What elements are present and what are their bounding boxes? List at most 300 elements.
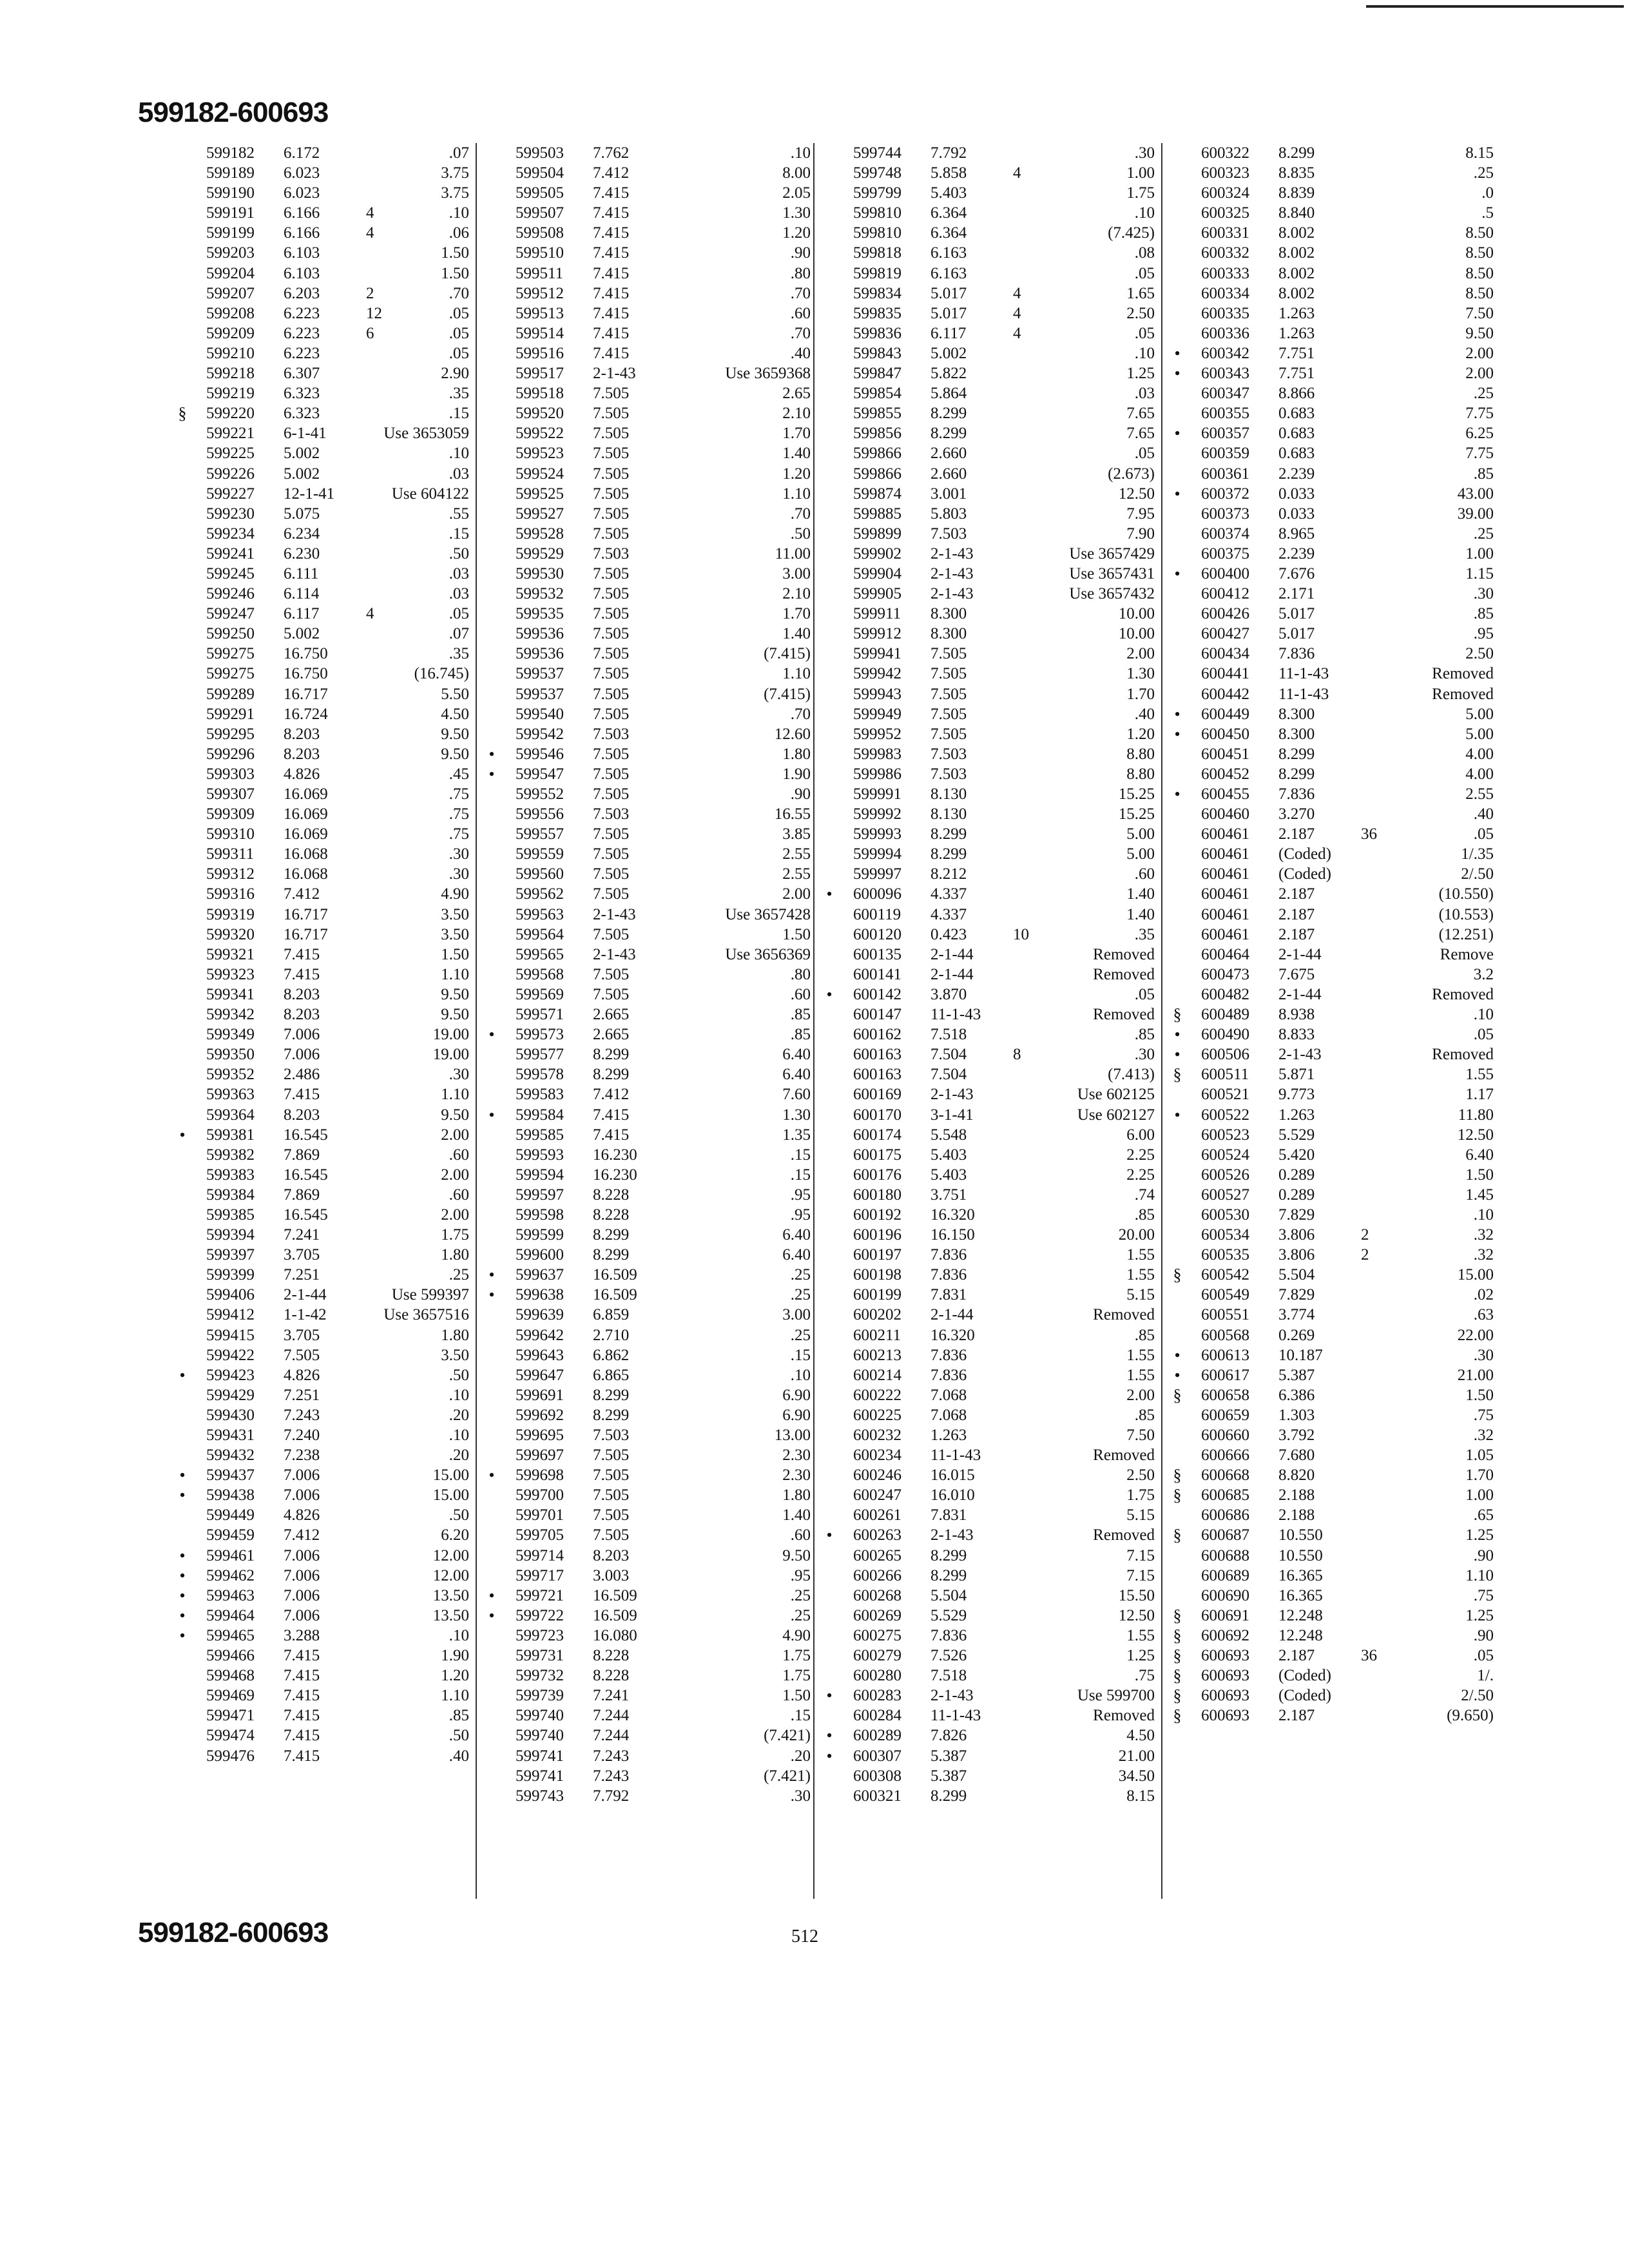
rate: 3.870 [930,985,967,1003]
list-item [820,664,1155,684]
rate: 7.415 [593,264,630,282]
rate: 7.503 [593,1427,630,1444]
rate: 6.323 [284,405,320,423]
rate: 2.188 [1278,1486,1315,1504]
list-item [820,203,1155,223]
rate: 7.415 [593,344,630,362]
value: 1.70 [782,605,811,623]
mark: § [1173,1706,1182,1725]
value: .25 [790,1266,811,1284]
rate: 2.187 [1278,905,1315,923]
part-number: 599208 [206,304,255,322]
mark: • [488,1025,495,1044]
part-number: 599799 [853,184,901,202]
list-item [482,1365,811,1385]
part-number: 599835 [853,304,901,322]
rate: 12.248 [1278,1626,1323,1644]
part-number: 600427 [1201,625,1249,643]
rate: 8.300 [930,605,967,623]
listing-column-2 [482,143,811,1806]
rate: 6.203 [284,284,320,302]
part-number: 599320 [206,925,255,943]
value: .10 [448,204,469,222]
list-item [1168,1525,1494,1545]
value: .5 [1481,204,1494,222]
value: .70 [448,284,469,302]
value: 9.50 [441,985,469,1003]
list-item [820,1626,1155,1646]
list-item [482,1325,811,1345]
part-number: 600434 [1201,645,1249,663]
list-item [173,1145,469,1165]
value: .95 [790,1566,811,1584]
quantity: 2 [1361,1226,1369,1244]
rate: 7.415 [593,244,630,262]
value: 7.75 [1465,405,1494,423]
list-item [482,363,811,383]
part-number: 599383 [206,1166,255,1184]
list-item [482,264,811,284]
part-number: 600324 [1201,184,1249,202]
part-number: 599748 [853,164,901,182]
rate: 8.299 [930,1546,967,1564]
rate: 11-1-43 [1278,685,1329,703]
part-number: 600279 [853,1647,901,1665]
list-item [1168,864,1494,884]
rate: 8.866 [1278,385,1315,403]
list-item [173,264,469,284]
value: 1.55 [1126,1626,1155,1644]
part-number: 599573 [516,1026,564,1044]
value: 1.30 [782,1106,811,1124]
list-item [820,1064,1155,1084]
list-item [820,1365,1155,1385]
part-number: 599569 [516,985,564,1003]
part-number: 599732 [516,1667,564,1685]
value: 4.90 [782,1626,811,1644]
value: 3.50 [441,925,469,943]
part-number: 600461 [1201,905,1249,923]
part-number: 599598 [516,1206,564,1224]
list-item [173,524,469,544]
part-number: 600307 [853,1747,901,1765]
list-item [1168,1405,1494,1425]
mark: • [1174,1105,1181,1124]
value: 6.40 [1465,1146,1494,1164]
part-number: 599530 [516,564,564,582]
rate: 2-1-43 [930,1687,974,1705]
list-item [482,1285,811,1305]
part-number: 599691 [516,1386,564,1404]
part-number: 599191 [206,204,255,222]
part-number: 599189 [206,164,255,182]
rate: 3.774 [1278,1306,1315,1324]
value: .40 [448,1747,469,1765]
part-number: 599207 [206,284,255,302]
value: 8.80 [1126,765,1155,783]
list-item [173,1125,469,1145]
quantity: 36 [1361,1647,1377,1665]
part-number: 599203 [206,244,255,262]
list-item [820,1265,1155,1285]
rate: 8.299 [930,1787,967,1805]
part-number: 600506 [1201,1046,1249,1064]
list-item [820,1445,1155,1465]
list-item [1168,504,1494,524]
rate: 3.806 [1278,1226,1315,1244]
value: (10.553) [1438,905,1494,923]
list-item [820,1706,1155,1725]
part-number: 599468 [206,1667,255,1685]
rate: 7.238 [284,1446,320,1465]
value: .15 [790,1346,811,1364]
list-item [820,945,1155,965]
part-number: 600693 [1201,1667,1249,1685]
value: Remove [1440,945,1494,963]
page-range-header: 599182-600693 [138,97,329,128]
list-item [482,1405,811,1425]
rate: 7.505 [593,965,630,983]
list-item [482,624,811,644]
part-number: 599547 [516,765,564,783]
part-number: 600202 [853,1306,901,1324]
value: 9.50 [441,1106,469,1124]
rate: 5.002 [284,465,320,483]
quantity: 4 [1013,324,1021,342]
list-item [1168,1646,1494,1666]
part-number: 600542 [1201,1266,1249,1284]
part-number: 600689 [1201,1566,1249,1584]
rate: 8.203 [284,1006,320,1024]
value: 2.00 [1465,344,1494,362]
list-item [173,1205,469,1225]
list-item [820,323,1155,343]
rate: 7.505 [593,385,630,403]
part-number: 599527 [516,505,564,523]
mark: • [1174,724,1181,744]
rate: 4.826 [284,765,320,783]
value: .50 [790,524,811,543]
list-item [1168,624,1494,644]
rate: 7.241 [593,1687,630,1705]
mark: • [488,1285,495,1305]
rate: 7.505 [593,585,630,603]
value: Removed [1093,1446,1155,1465]
list-item [820,1345,1155,1365]
value: 2.55 [782,865,811,883]
part-number: 600284 [853,1707,901,1725]
mark: § [178,404,187,423]
value: 1.50 [441,244,469,262]
value: 1.55 [1465,1066,1494,1084]
mark: • [179,1566,186,1585]
list-item [173,704,469,724]
part-number: 600343 [1201,365,1249,383]
value: .10 [1473,1206,1494,1224]
part-number: 599695 [516,1427,564,1444]
part-number: 599221 [206,425,255,443]
rate: 3.270 [1278,805,1315,823]
part-number: 599246 [206,585,255,603]
part-number: 599397 [206,1246,255,1264]
rate: 7.503 [930,745,967,763]
part-number: 599471 [206,1707,255,1725]
part-number: 600460 [1201,805,1249,823]
part-number: 599717 [516,1566,564,1584]
part-number: 600283 [853,1687,901,1705]
value: .05 [448,605,469,623]
list-item [173,544,469,564]
value: 1.55 [1126,1346,1155,1364]
value: 3.75 [441,164,469,182]
rate: 7.836 [930,1626,967,1644]
list-item [1168,223,1494,243]
list-item [482,784,811,804]
part-number: 600225 [853,1406,901,1424]
rate: 2-1-44 [1278,985,1322,1003]
rate: 6.166 [284,204,320,222]
part-number: 599834 [853,284,901,302]
part-number: 600119 [853,905,901,923]
list-item [1168,1345,1494,1365]
part-number: 599722 [516,1606,564,1624]
list-item [1168,1125,1494,1145]
value: 43.00 [1457,485,1494,503]
part-number: 599210 [206,344,255,362]
list-item [173,1566,469,1586]
value: .25 [1473,164,1494,182]
value: 4.00 [1465,765,1494,783]
part-number: 600527 [1201,1186,1249,1204]
part-number: 599585 [516,1126,564,1144]
value: .15 [790,1146,811,1164]
list-item [1168,1024,1494,1044]
list-item [820,764,1155,784]
list-item [482,464,811,484]
part-number: 599226 [206,465,255,483]
rate: 16.545 [284,1206,328,1224]
part-number: 600489 [1201,1006,1249,1024]
list-item [482,163,811,183]
part-number: 600549 [1201,1286,1249,1304]
part-number: 600442 [1201,685,1249,703]
value: 9.50 [441,1006,469,1024]
rate: 8.299 [930,845,967,863]
rate: 7.680 [1278,1446,1315,1465]
value: 1.65 [1126,284,1155,302]
part-number: 600180 [853,1186,901,1204]
rate: 3.705 [284,1326,320,1344]
part-number: 599316 [206,885,255,903]
rate: 2-1-43 [1278,1046,1322,1064]
part-number: 599513 [516,304,564,322]
part-number: 599342 [206,1006,255,1024]
mark: § [1173,1065,1182,1084]
value: 9.50 [782,1546,811,1564]
part-number: 599986 [853,765,901,783]
rate: 7.415 [284,945,320,963]
rate: 7.415 [284,1647,320,1665]
top-rule [1366,5,1624,8]
rate: 7.505 [593,1486,630,1504]
part-number: 599319 [206,905,255,923]
rate: 8.299 [1278,144,1315,162]
part-number: 600333 [1201,264,1249,282]
value: 19.00 [432,1026,469,1044]
part-number: 599523 [516,445,564,463]
value: .06 [448,224,469,242]
rate: 7.505 [593,1446,630,1465]
list-item [173,784,469,804]
page-number: 512 [791,1927,818,1946]
value: .85 [1134,1326,1155,1344]
part-number: 599464 [206,1606,255,1624]
value: 1.40 [1126,905,1155,923]
list-item [482,824,811,844]
rate: 3.751 [930,1186,967,1204]
mark: § [1173,1646,1182,1666]
mark: • [179,1125,186,1144]
part-number: 600325 [1201,204,1249,222]
list-item [1168,584,1494,604]
rate: 2.187 [1278,825,1315,843]
part-number: 600461 [1201,885,1249,903]
rate: 7.831 [930,1286,967,1304]
rate: 11-1-43 [930,1446,981,1465]
value: 7.50 [1126,1427,1155,1444]
rate: 8.300 [930,625,967,643]
part-number: 599540 [516,705,564,723]
rate: 7.675 [1278,965,1315,983]
value: 7.15 [1126,1566,1155,1584]
rate: 8.299 [593,1046,630,1064]
part-number: 599295 [206,725,255,743]
part-number: 599692 [516,1406,564,1424]
value: 2.65 [782,385,811,403]
rate: 8.002 [1278,264,1315,282]
part-number: 600174 [853,1126,901,1144]
value: .25 [1473,524,1494,543]
rate: 8.840 [1278,204,1315,222]
rate: 0.033 [1278,485,1315,503]
rate: 0.289 [1278,1186,1315,1204]
rate: 8.300 [1278,705,1315,723]
part-number: 599512 [516,284,564,302]
list-item [482,1546,811,1566]
rate: 7.503 [593,805,630,823]
value: 1.17 [1465,1086,1494,1104]
list-item [173,284,469,303]
rate: 8.299 [930,425,967,443]
part-number: 599303 [206,765,255,783]
rate: 16.545 [284,1126,328,1144]
value: 34.50 [1118,1767,1155,1785]
value: Use 3653059 [383,425,469,443]
rate: 5.504 [930,1586,967,1604]
list-item [173,504,469,524]
rate: (Coded) [1278,1687,1331,1705]
part-number: 599643 [516,1346,564,1364]
part-number: 599740 [516,1727,564,1745]
rate: 2-1-43 [930,585,974,603]
rate: 7.505 [593,1506,630,1524]
list-item [1168,1064,1494,1084]
rate: 7.244 [593,1707,630,1725]
part-number: 599532 [516,585,564,603]
value: 5.15 [1126,1286,1155,1304]
list-item [173,484,469,504]
rate: 7.415 [593,284,630,302]
rate: 4.826 [284,1506,320,1524]
rate: 7.006 [284,1486,320,1504]
part-number: 599385 [206,1206,255,1224]
rate: 16.509 [593,1266,637,1284]
rate: 10.187 [1278,1346,1323,1364]
part-number: 600334 [1201,284,1249,302]
value: Use 599700 [1077,1687,1155,1705]
list-item [820,1646,1155,1666]
mark: • [179,1546,186,1565]
value: 39.00 [1457,505,1494,523]
list-item [1168,1546,1494,1566]
list-item [820,564,1155,584]
rate: 0.269 [1278,1326,1315,1344]
part-number: 599199 [206,224,255,242]
part-number: 599461 [206,1546,255,1564]
rate: 2-1-43 [930,564,974,582]
value: 5.50 [441,685,469,703]
part-number: 599507 [516,204,564,222]
value: 1.50 [782,925,811,943]
list-item [1168,1285,1494,1305]
list-item [173,1465,469,1485]
mark: • [1174,364,1181,383]
rate: 7.505 [593,665,630,683]
rate: 0.289 [1278,1166,1315,1184]
value: Use 3657431 [1069,564,1155,582]
rate: 2.665 [593,1026,630,1044]
mark: § [1173,1466,1182,1485]
list-item [173,1405,469,1425]
mark: § [1173,1385,1182,1405]
list-item [173,1626,469,1646]
rate: 4.337 [930,885,967,903]
list-item [1168,1225,1494,1245]
list-item [482,965,811,985]
list-item [1168,764,1494,784]
value: 2.30 [782,1466,811,1485]
list-item [482,203,811,223]
part-number: 599341 [206,985,255,1003]
rate: 7.505 [593,625,630,643]
part-number: 600163 [853,1066,901,1084]
list-item [173,985,469,1004]
rate: 5.822 [930,365,967,383]
list-item [482,1305,811,1325]
part-number: 599429 [206,1386,255,1404]
part-number: 599323 [206,965,255,983]
rate: 5.387 [1278,1366,1315,1384]
list-item [482,303,811,323]
rate: 7.836 [930,1366,967,1384]
rate: 2.187 [1278,885,1315,903]
part-number: 600524 [1201,1146,1249,1164]
part-number: 600692 [1201,1626,1249,1644]
list-item [820,1766,1155,1786]
list-item [820,163,1155,183]
part-number: 600263 [853,1526,901,1544]
quantity: 4 [1013,164,1021,182]
